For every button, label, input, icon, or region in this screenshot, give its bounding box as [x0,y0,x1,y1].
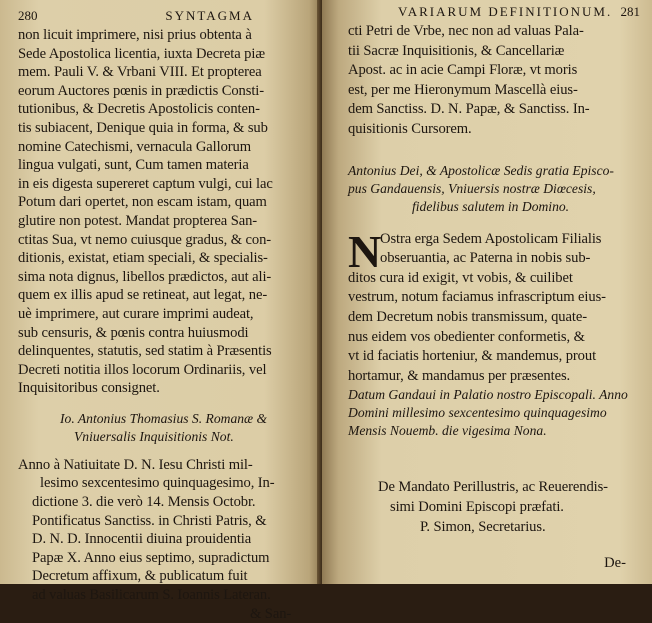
text-line: D. N. D. Innocentii diuina prouidentia [32,531,252,548]
text-line: Apost. ac in acie Campi Floræ, vt moris [348,62,578,79]
text-line: est, per me Hieronymum Mascellà eius- [348,81,578,98]
text-line: Sede Apostolica licentia, iuxta Decreta piæ [18,45,265,62]
text-line: nomine Catechismi, vernacula Gallorum [18,138,251,155]
text-line: obseruantia, ac Paterna in nobis sub- [380,250,591,267]
left-body-text [18,26,314,398]
text-line: in eis digesta supereret captum vulgi, cui lac [18,175,273,192]
text-line: dictione 3. die verò 14. Mensis Octobr. [32,494,256,511]
text-line: sima nota dignus, libellos prædictos, aut ali- [18,268,272,285]
text-line: Pontificatus Sanctiss. in Christi Patris, & [32,512,267,529]
anno-paragraph [18,456,314,623]
drop-cap: N [348,225,382,277]
text-line: mem. Pauli V. & Vrbani VIII. Et propterea [18,64,262,81]
left-page-number: 280 [18,8,38,23]
text-line: non licuit imprimere, nisi prius obtenta à [18,27,252,43]
signature-line: Io. Antonius Thomasius S. Romanæ & [60,410,268,426]
text-line: Inquisitoribus consignet. [18,380,160,397]
bishop-salutation [348,162,640,216]
text-line: De Mandato Perillustris, ac Reuerendis- [378,479,608,496]
text-line: vestrum, notum faciamus infrascriptum eius- [348,289,606,306]
salutation-line: Antonius Dei, & Apostolicæ Sedis gratia Episco- [348,162,614,178]
salutation-line: pus Gandauensis, Vniuersis nostræ Diœcesis, [348,180,596,196]
left-page [0,0,322,622]
text-line: Anno à Natiuitate D. N. Iesu Christi mil- [18,456,253,473]
mandate-block [378,478,640,537]
signature-line: Vniuersalis Inquisitionis Not. [74,428,234,444]
text-line: eorum Auctores pœnis in prædictis Consti- [18,82,265,99]
text-line: Potum dari opertet, non escam istam, quam [18,194,267,211]
notary-signature [18,410,314,446]
text-line: nus eidem vos obedienter conformetis, & [348,328,585,345]
right-running-head [348,4,640,22]
text-line: lingua vulgati, sunt, Cum tamen materia [18,157,249,174]
left-head-title: SYNTAGMA [165,8,254,23]
text-line: ditionis, existat, etiam speciali, & specialis- [18,250,268,267]
secretary-signature: P. Simon, Secretarius. [420,518,546,535]
text-line: ditos cura id exigit, vt vobis, & cuilibet [348,269,573,286]
text-line: glutire non potest. Mandat propterea San- [18,212,258,229]
text-line: Ostra erga Sedem Apostolicam Filialis [380,230,602,247]
catchword: De- [604,555,626,571]
right-page [322,0,652,584]
datum-line: Datum Gandaui in Palatio nostro Episcopali. Anno [348,387,628,403]
text-line: simi Domini Episcopi præfati. [390,498,564,515]
text-line: dem Sanctiss. D. N. Papæ, & Sanctiss. In- [348,101,590,118]
right-page-number: 281 [620,4,640,19]
text-line: sub censuris, & pœnis contra huiusmodi [18,324,249,341]
text-line: uè imprimere, aut curare imprimi audeat, [18,305,254,322]
datum-line: Domini millesimo sexcentesimo quinquagesimo [348,405,607,421]
text-line: lesimo sexcentesimo quinquagesimo, In- [40,475,275,492]
text-line: ad valuas Basilicarum S. Ioannis Lateran. [32,587,271,604]
right-head-title: VARIARUM DEFINITIONUM. [398,4,613,19]
text-line: tii Sacræ Inquisitionis, & Cancellariæ [348,42,565,59]
text-line: cti Petri de Vrbe, nec non ad valuas Pala- [348,23,584,39]
text-line: & San- [250,605,292,622]
text-line: Decretum affixum, & publicatum fuit [32,568,248,585]
text-line: tutionibus, & Decretis Apostolicis conten- [18,101,260,118]
text-line: quem ex illis apud se retineat, aut legat, ne- [18,287,268,304]
letter-paragraph [348,225,640,441]
left-running-head [18,8,314,26]
text-line: Papæ X. Anno eius septimo, supradictum [32,549,270,566]
right-top-text [348,22,640,140]
text-line: hortamur, & mandamus per præsentes. [348,367,571,384]
text-line: Decreti notitia illos locorum Ordinariis, vel [18,361,267,378]
text-line: vt id faciatis horteniur, & mandemus, prout [348,348,597,365]
salutation-line: fidelibus salutem in Domino. [412,198,570,214]
text-line: tis subiacent, Denique quia in forma, & sub [18,119,268,136]
text-line: delinquentes, statutis, sed statim à Præsentis [18,343,272,360]
text-line: ctitas Sua, vt nemo cuiusque gradus, & con- [18,231,272,248]
text-line: quisitionis Cursorem. [348,120,472,137]
datum-line: Mensis Nouemb. die vigesima Nona. [348,423,547,439]
text-line: dem Decretum nobis transmissum, quate- [348,308,587,325]
